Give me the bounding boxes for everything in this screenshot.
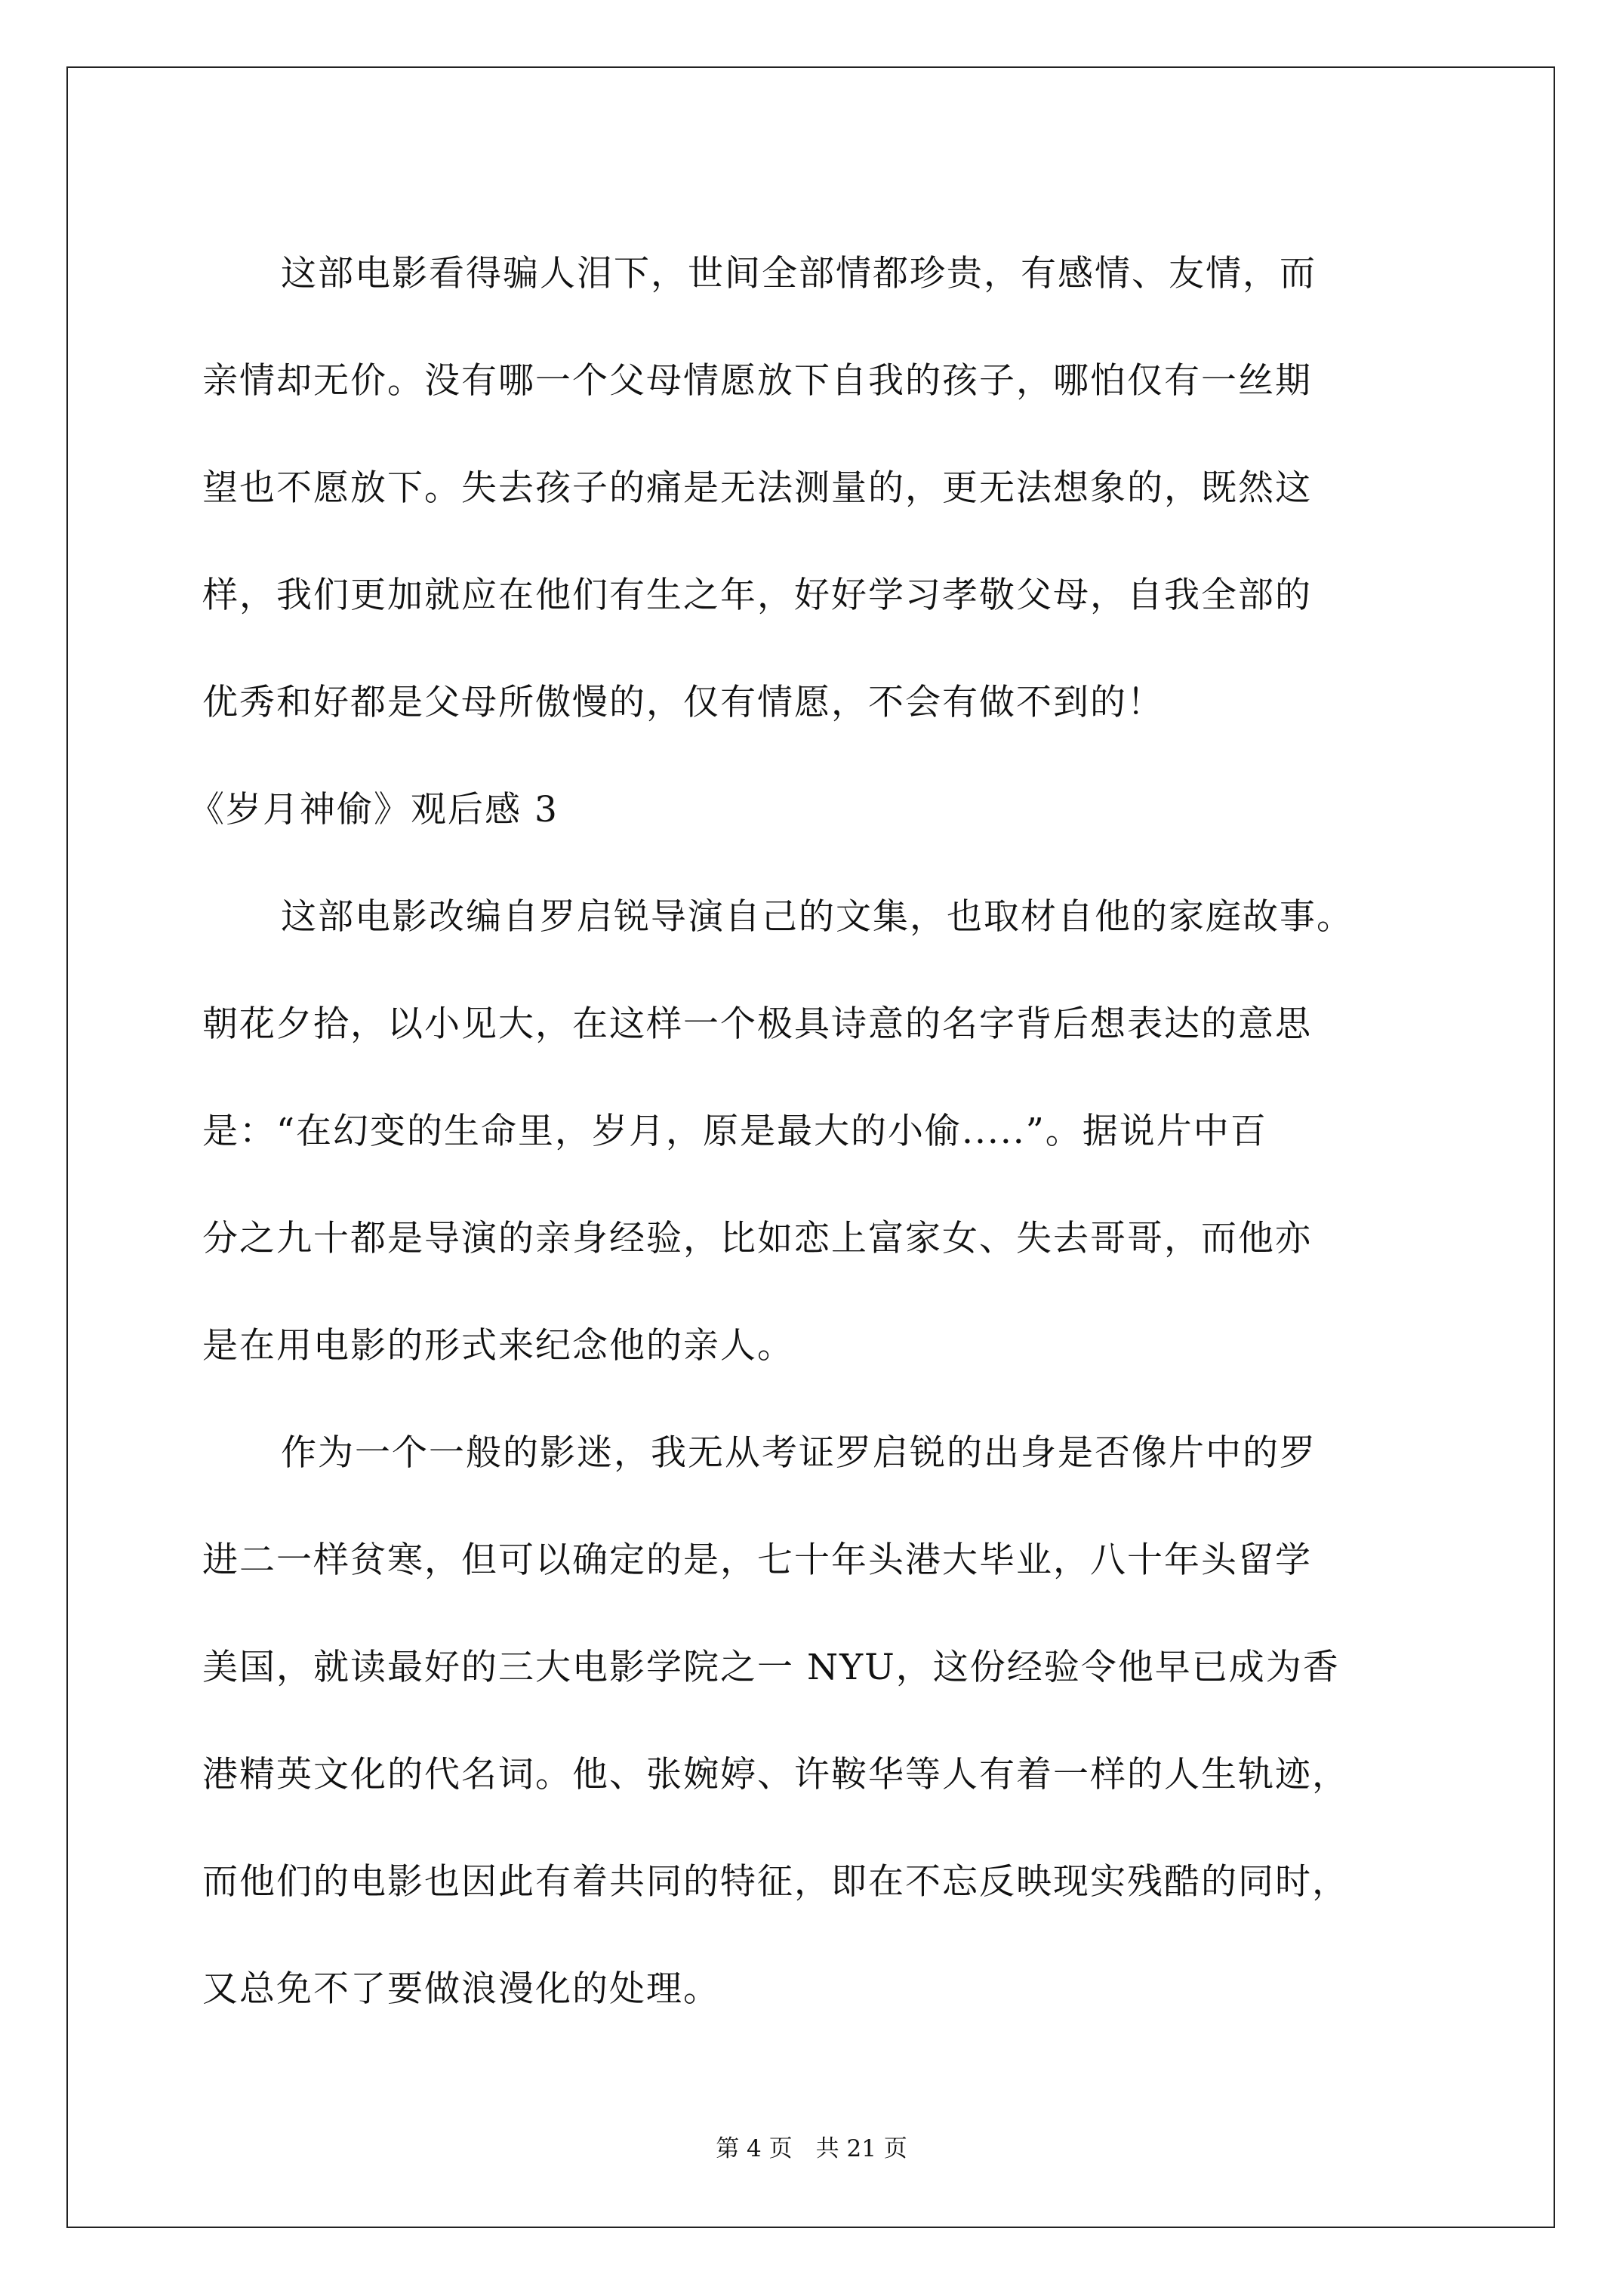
paragraph-line: 是在用电影的形式来纪念他的亲人。 xyxy=(202,1325,794,1367)
paragraph-line: 美国，就读最好的三大电影学院之一 NYU，这份经验令他早已成为香 xyxy=(202,1647,1340,1688)
paragraph-line: 朝花夕拾，以小见大，在这样一个极具诗意的名字背后想表达的意思 xyxy=(202,1003,1312,1045)
paragraph-line: 是：“在幻变的生命里，岁月，原是最大的小偷.....”。据说片中百 xyxy=(202,1111,1267,1152)
section-heading: 《岁月神偷》观后感 3 xyxy=(189,789,559,831)
paragraph-line: 又总免不了要做浪漫化的处理。 xyxy=(202,1968,720,2010)
paragraph-line: 分之九十都是导演的亲身经验，比如恋上富家女、失去哥哥，而他亦 xyxy=(202,1218,1312,1259)
paragraph-line: 进二一样贫寒，但可以确定的是，七十年头港大毕业，八十年头留学 xyxy=(202,1539,1312,1581)
paragraph-line: 港精英文化的代名词。他、张婉婷、许鞍华等人有着一样的人生轨迹， xyxy=(202,1754,1349,1795)
paragraph-line: 这部电影改编自罗启锐导演自己的文集，也取材自他的家庭故事。 xyxy=(281,896,1354,938)
paragraph-line: 样，我们更加就应在他们有生之年，好好学习孝敬父母，自我全部的 xyxy=(202,575,1312,616)
document-body xyxy=(189,220,1449,2043)
page-footer: 第 4 页 共 21 页 xyxy=(716,2135,907,2162)
paragraph-line: 优秀和好都是父母所傲慢的，仅有情愿，不会有做不到的！ xyxy=(202,682,1164,723)
paragraph-line: 作为一个一般的影迷，我无从考证罗启锐的出身是否像片中的罗 xyxy=(281,1432,1317,1474)
paragraph-line: 而他们的电影也因此有着共同的特征，即在不忘反映现实残酷的同时， xyxy=(202,1861,1349,1903)
paragraph-line: 这部电影看得骗人泪下，世间全部情都珍贵，有感情、友情，而 xyxy=(281,253,1317,294)
paragraph-line: 亲情却无价。没有哪一个父母情愿放下自我的孩子，哪怕仅有一丝期 xyxy=(202,360,1312,402)
paragraph-line: 望也不愿放下。失去孩子的痛是无法测量的，更无法想象的，既然这 xyxy=(202,467,1312,509)
